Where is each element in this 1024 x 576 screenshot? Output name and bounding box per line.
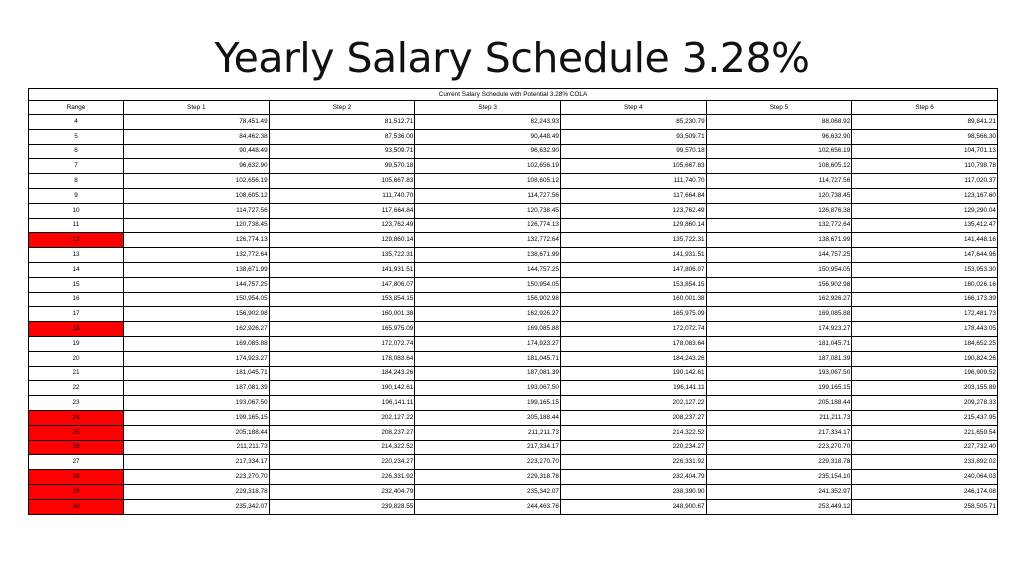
salary-cell-step-6: 215,437.95 [852,410,998,425]
salary-cell-step-1: 199,165.15 [124,410,270,425]
header-step-5: Step 5 [706,101,852,115]
salary-cell-step-5: 174,923.27 [706,322,852,337]
salary-cell-step-6: 166,173.39 [852,292,998,307]
table-row [29,277,998,292]
table-row [29,322,998,337]
salary-cell-step-3: 108,605.12 [415,174,561,189]
table-row [29,440,998,455]
table-header-row [29,101,998,115]
salary-cell-step-6: 110,798.78 [852,159,998,174]
salary-cell-step-1: 138,671.99 [124,262,270,277]
salary-cell-step-6: 89,841.21 [852,115,998,130]
salary-cell-step-1: 205,188.44 [124,425,270,440]
salary-cell-step-2: 232,404.79 [269,484,415,499]
salary-cell-step-1: 162,926.27 [124,322,270,337]
salary-cell-step-6: 184,652.25 [852,336,998,351]
salary-cell-step-5: 211,211.73 [706,410,852,425]
salary-cell-step-3: 102,656.19 [415,159,561,174]
salary-cell-step-2: 153,854.15 [269,292,415,307]
range-cell-highlighted: 26 [29,440,124,455]
range-cell: 19 [29,336,124,351]
salary-cell-step-4: 190,142.61 [560,366,706,381]
salary-cell-step-2: 184,243.26 [269,366,415,381]
salary-cell-step-2: 141,931.51 [269,262,415,277]
salary-cell-step-1: 90,448.49 [124,144,270,159]
range-cell-highlighted: 24 [29,410,124,425]
salary-cell-step-5: 102,656.19 [706,144,852,159]
salary-cell-step-2: 147,806.07 [269,277,415,292]
salary-cell-step-1: 132,772.64 [124,248,270,263]
range-cell: 9 [29,188,124,203]
table-row [29,410,998,425]
salary-cell-step-2: 81,512.71 [269,115,415,130]
salary-cell-step-6: 129,290.04 [852,203,998,218]
salary-cell-step-2: 93,509.71 [269,144,415,159]
range-cell-highlighted: 12 [29,233,124,248]
salary-cell-step-3: 193,067.50 [415,381,561,396]
salary-cell-step-6: 172,481.73 [852,307,998,322]
salary-cell-step-3: 205,188.44 [415,410,561,425]
salary-cell-step-4: 99,570.18 [560,144,706,159]
salary-cell-step-4: 172,072.74 [560,322,706,337]
salary-cell-step-3: 187,081.39 [415,366,561,381]
salary-cell-step-5: 162,926.27 [706,292,852,307]
salary-cell-step-1: 156,902.98 [124,307,270,322]
salary-cell-step-4: 165,975.09 [560,307,706,322]
table-row [29,144,998,159]
salary-cell-step-1: 84,462.38 [124,129,270,144]
table-row [29,381,998,396]
salary-cell-step-4: 220,234.27 [560,440,706,455]
salary-cell-step-3: 181,045.71 [415,351,561,366]
salary-cell-step-6: 104,701.13 [852,144,998,159]
salary-cell-step-1: 120,738.45 [124,218,270,233]
salary-cell-step-2: 105,667.83 [269,174,415,189]
table-row [29,366,998,381]
range-cell-highlighted: 18 [29,322,124,337]
range-cell: 5 [29,129,124,144]
salary-cell-step-6: 209,278.33 [852,396,998,411]
page-title: Yearly Salary Schedule 3.28% [214,34,810,82]
salary-cell-step-5: 229,318.78 [706,455,852,470]
salary-cell-step-6: 160,026.16 [852,277,998,292]
salary-cell-step-3: 244,463.76 [415,499,561,514]
salary-cell-step-5: 114,727.56 [706,174,852,189]
salary-cell-step-4: 129,860.14 [560,218,706,233]
salary-cell-step-3: 126,774.13 [415,218,561,233]
salary-cell-step-3: 90,448.49 [415,129,561,144]
salary-cell-step-1: 78,451.49 [124,115,270,130]
salary-cell-step-1: 193,067.50 [124,396,270,411]
table-row [29,396,998,411]
salary-cell-step-2: 202,127.22 [269,410,415,425]
salary-cell-step-2: 129,860.14 [269,233,415,248]
salary-cell-step-1: 108,605.12 [124,188,270,203]
salary-cell-step-3: 162,926.27 [415,307,561,322]
salary-cell-step-2: 178,083.64 [269,351,415,366]
range-cell: 6 [29,144,124,159]
range-cell: 14 [29,262,124,277]
header-step-4: Step 4 [560,101,706,115]
range-cell: 23 [29,396,124,411]
salary-cell-step-1: 144,757.25 [124,277,270,292]
salary-cell-step-5: 253,449.12 [706,499,852,514]
table-row [29,218,998,233]
salary-cell-step-6: 178,443.05 [852,322,998,337]
salary-cell-step-3: 144,757.25 [415,262,561,277]
salary-cell-step-4: 208,237.27 [560,410,706,425]
salary-cell-step-1: 126,774.13 [124,233,270,248]
salary-cell-step-1: 174,923.27 [124,351,270,366]
range-cell: 16 [29,292,124,307]
salary-cell-step-1: 102,656.19 [124,174,270,189]
salary-cell-step-3: 156,902.98 [415,292,561,307]
range-cell: 10 [29,203,124,218]
header-step-1: Step 1 [124,101,270,115]
salary-cell-step-2: 226,331.92 [269,470,415,485]
salary-cell-step-1: 229,318.78 [124,484,270,499]
salary-cell-step-2: 165,975.09 [269,322,415,337]
salary-cell-step-1: 169,085.88 [124,336,270,351]
range-cell-highlighted: 28 [29,470,124,485]
salary-cell-step-5: 169,085.88 [706,307,852,322]
salary-cell-step-3: 132,772.64 [415,233,561,248]
salary-cell-step-1: 235,342.07 [124,499,270,514]
table-row [29,159,998,174]
salary-cell-step-3: 229,318.78 [415,470,561,485]
table-row [29,292,998,307]
table-caption-row [29,89,998,101]
salary-cell-step-1: 223,270.70 [124,470,270,485]
salary-cell-step-4: 178,083.64 [560,336,706,351]
salary-schedule-table [28,88,998,515]
range-cell-highlighted: 30 [29,499,124,514]
salary-cell-step-3: 199,165.15 [415,396,561,411]
table-row [29,307,998,322]
salary-cell-step-6: 258,505.71 [852,499,998,514]
salary-cell-step-4: 238,390.90 [560,484,706,499]
salary-cell-step-2: 239,828.55 [269,499,415,514]
salary-cell-step-1: 187,081.39 [124,381,270,396]
salary-cell-step-5: 193,067.50 [706,366,852,381]
salary-cell-step-3: 235,342.07 [415,484,561,499]
salary-cell-step-4: 160,001.38 [560,292,706,307]
table-row [29,262,998,277]
salary-cell-step-2: 123,762.49 [269,218,415,233]
salary-cell-step-2: 99,570.18 [269,159,415,174]
range-cell: 15 [29,277,124,292]
salary-cell-step-1: 150,954.05 [124,292,270,307]
salary-cell-step-4: 93,509.71 [560,129,706,144]
salary-cell-step-4: 153,854.15 [560,277,706,292]
salary-cell-step-5: 126,876.38 [706,203,852,218]
table-row [29,484,998,499]
salary-cell-step-3: 150,954.05 [415,277,561,292]
salary-cell-step-4: 123,762.49 [560,203,706,218]
table-row [29,336,998,351]
salary-cell-step-4: 248,900.67 [560,499,706,514]
salary-cell-step-5: 156,902.98 [706,277,852,292]
salary-cell-step-4: 85,230.79 [560,115,706,130]
salary-cell-step-1: 217,334.17 [124,455,270,470]
range-cell: 20 [29,351,124,366]
table-row [29,233,998,248]
salary-cell-step-2: 190,142.61 [269,381,415,396]
range-cell: 13 [29,248,124,263]
salary-cell-step-2: 172,072.74 [269,336,415,351]
salary-cell-step-5: 150,954.05 [706,262,852,277]
salary-cell-step-6: 141,448.16 [852,233,998,248]
range-cell: 17 [29,307,124,322]
salary-cell-step-3: 120,738.45 [415,203,561,218]
salary-cell-step-6: 153,953.30 [852,262,998,277]
table-row [29,203,998,218]
salary-cell-step-6: 123,167.60 [852,188,998,203]
table-row [29,455,998,470]
salary-cell-step-4: 184,243.26 [560,351,706,366]
salary-cell-step-6: 135,412.47 [852,218,998,233]
range-cell: 21 [29,366,124,381]
salary-cell-step-2: 87,536.00 [269,129,415,144]
salary-cell-step-5: 108,605.12 [706,159,852,174]
salary-cell-step-4: 202,127.22 [560,396,706,411]
salary-cell-step-5: 120,738.45 [706,188,852,203]
range-cell: 22 [29,381,124,396]
salary-cell-step-5: 181,045.71 [706,336,852,351]
header-step-3: Step 3 [415,101,561,115]
salary-cell-step-6: 203,155.89 [852,381,998,396]
salary-cell-step-3: 114,727.56 [415,188,561,203]
salary-cell-step-2: 220,234.27 [269,455,415,470]
range-cell: 4 [29,115,124,130]
table-body [29,115,998,515]
salary-cell-step-2: 208,237.27 [269,425,415,440]
salary-cell-step-2: 214,322.52 [269,440,415,455]
salary-cell-step-6: 227,732.40 [852,440,998,455]
header-step-2: Step 2 [269,101,415,115]
salary-cell-step-1: 96,632.90 [124,159,270,174]
salary-cell-step-6: 221,659.54 [852,425,998,440]
table-row [29,174,998,189]
salary-cell-step-5: 223,270.70 [706,440,852,455]
table-row [29,248,998,263]
salary-cell-step-3: 217,334.17 [415,440,561,455]
salary-cell-step-3: 82,243.93 [415,115,561,130]
table-row [29,499,998,514]
salary-cell-step-2: 111,740.70 [269,188,415,203]
salary-cell-step-3: 211,211.73 [415,425,561,440]
salary-cell-step-6: 196,909.52 [852,366,998,381]
salary-cell-step-5: 241,352.97 [706,484,852,499]
salary-cell-step-2: 196,141.11 [269,396,415,411]
salary-cell-step-3: 138,671.99 [415,248,561,263]
salary-cell-step-5: 88,068.92 [706,115,852,130]
salary-cell-step-5: 132,772.64 [706,218,852,233]
salary-cell-step-4: 117,664.84 [560,188,706,203]
salary-cell-step-4: 232,404.79 [560,470,706,485]
range-cell: 8 [29,174,124,189]
salary-cell-step-5: 187,081.39 [706,351,852,366]
range-cell-highlighted: 29 [29,484,124,499]
header-step-6: Step 6 [852,101,998,115]
salary-cell-step-6: 233,892.02 [852,455,998,470]
salary-cell-step-4: 105,667.83 [560,159,706,174]
salary-cell-step-4: 135,722.31 [560,233,706,248]
table-row [29,188,998,203]
table-row [29,470,998,485]
table-row [29,115,998,130]
salary-cell-step-3: 174,923.27 [415,336,561,351]
salary-cell-step-4: 141,931.51 [560,248,706,263]
salary-cell-step-3: 223,270.70 [415,455,561,470]
salary-cell-step-5: 144,757.25 [706,248,852,263]
salary-cell-step-5: 235,154.10 [706,470,852,485]
salary-cell-step-1: 114,727.56 [124,203,270,218]
salary-cell-step-6: 147,644.96 [852,248,998,263]
salary-cell-step-3: 96,632.90 [415,144,561,159]
salary-cell-step-4: 196,141.11 [560,381,706,396]
salary-cell-step-2: 160,001.38 [269,307,415,322]
salary-cell-step-1: 181,045.71 [124,366,270,381]
salary-cell-step-5: 96,632.90 [706,129,852,144]
salary-cell-step-4: 226,331.92 [560,455,706,470]
range-cell: 7 [29,159,124,174]
salary-cell-step-3: 169,085.88 [415,322,561,337]
salary-cell-step-5: 199,165.15 [706,381,852,396]
salary-cell-step-4: 147,806.07 [560,262,706,277]
salary-cell-step-2: 117,664.84 [269,203,415,218]
salary-cell-step-6: 246,174.08 [852,484,998,499]
salary-cell-step-1: 211,211.73 [124,440,270,455]
table-caption: Current Salary Schedule with Potential 3.28% COLA [29,89,998,101]
salary-cell-step-6: 117,020.37 [852,174,998,189]
salary-cell-step-6: 98,566.30 [852,129,998,144]
salary-cell-step-4: 111,740.70 [560,174,706,189]
salary-cell-step-6: 240,064.03 [852,470,998,485]
salary-cell-step-5: 217,334.17 [706,425,852,440]
salary-cell-step-6: 190,824.26 [852,351,998,366]
range-cell: 27 [29,455,124,470]
salary-cell-step-5: 138,671.99 [706,233,852,248]
salary-cell-step-2: 135,722.31 [269,248,415,263]
range-cell-highlighted: 25 [29,425,124,440]
salary-cell-step-4: 214,322.52 [560,425,706,440]
header-range: Range [29,101,124,115]
table-row [29,129,998,144]
table-row [29,351,998,366]
range-cell: 11 [29,218,124,233]
salary-cell-step-5: 205,188.44 [706,396,852,411]
table-row [29,425,998,440]
